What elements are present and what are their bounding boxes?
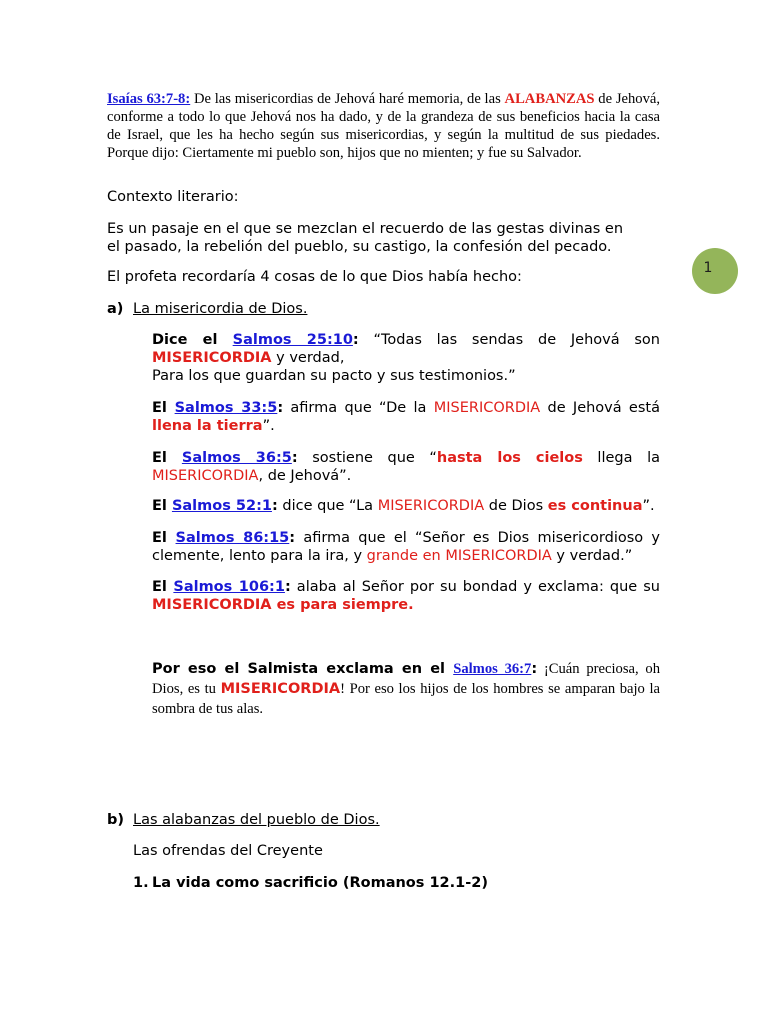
list-item-text: La vida como sacrificio (Romanos 12.1-2) (152, 875, 488, 891)
psalm-entry: El Salmos 36:5: sostiene que “hasta los cielos llega la MISERICORDIA, de Jehová”. (152, 450, 660, 484)
psalm-entry: El Salmos 86:15: afirma que el “Señor es Dios misericordioso y clemente, lento para la ira, y grande en MISERICORDIA y verdad.” (152, 530, 660, 564)
scripture-link-salmos-106-1[interactable]: Salmos 106:1 (173, 579, 285, 595)
context-intro: El profeta recordaría 4 cosas de lo que Dios había hecho: (107, 269, 522, 285)
scripture-link-salmos-36-7[interactable]: Salmos 36:7 (453, 661, 532, 677)
alabanzas-emphasis: ALABANZAS (504, 91, 595, 107)
page-number-badge: 1 (692, 248, 738, 294)
closing-quote: Por eso el Salmista exclama en el Salmos 36:7: ¡Cuán preciosa, oh Dios, es tu MISERICORDIA! Por eso los hijos de los hombres se amparan bajo la sombra de tus alas. (152, 661, 661, 717)
scripture-link-salmos-36-5[interactable]: Salmos 36:5 (181, 450, 292, 466)
list-item-marker: 1. (133, 875, 149, 891)
section-a-marker: a) (107, 301, 124, 317)
context-paragraph: Es un pasaje en el que se mezclan el recuerdo de las gestas divinas en el pasado, la rebelión del pueblo, su castigo, la confesión del pecado. (107, 221, 624, 255)
psalm-entry: El Salmos 106:1: alaba al Señor por su bondad y exclama: que su MISERICORDIA es para siempre. (152, 579, 660, 613)
context-heading: Contexto literario: (107, 189, 239, 205)
scripture-link-salmos-86-15[interactable]: Salmos 86:15 (175, 530, 290, 546)
section-b-heading (107, 811, 380, 829)
section-a-heading (107, 300, 307, 318)
list-item (133, 874, 488, 892)
section-a-title: La misericordia de Dios. (133, 301, 308, 317)
scripture-link-salmos-25-10[interactable]: Salmos 25:10 (232, 332, 353, 348)
section-b-marker: b) (107, 812, 125, 828)
section-b-title: Las alabanzas del pueblo de Dios. (133, 812, 380, 828)
psalm-entry: El Salmos 52:1: dice que “La MISERICORDIA de Dios es continua”. (152, 498, 655, 514)
section-b-subtitle: Las ofrendas del Creyente (133, 843, 323, 859)
scripture-link-isaias[interactable]: Isaías 63:7-8: (107, 91, 191, 107)
psalm-entry: Dice el Salmos 25:10: “Todas las sendas de Jehová son MISERICORDIA y verdad, Para los que guardan su pacto y sus testimonios.” (152, 332, 660, 384)
scripture-quote: Isaías 63:7-8: De las misericordias de Jehová haré memoria, de las ALABANZAS de Jehová, conforme a todo lo que Jehová nos ha dado, y de la grandeza de sus beneficios hacia la casa de Israel, que les ha hecho según sus misericordias, y según la multitud de sus piedades. Porque dijo: Ciertamente mi pueblo son, hijos que no mienten; y fue su Salvador. (107, 91, 661, 161)
scripture-link-salmos-52-1[interactable]: Salmos 52:1 (171, 498, 272, 514)
psalm-entry: El Salmos 33:5: afirma que “De la MISERICORDIA de Jehová está llena la tierra”. (152, 400, 660, 434)
scripture-link-salmos-33-5[interactable]: Salmos 33:5 (174, 400, 278, 416)
